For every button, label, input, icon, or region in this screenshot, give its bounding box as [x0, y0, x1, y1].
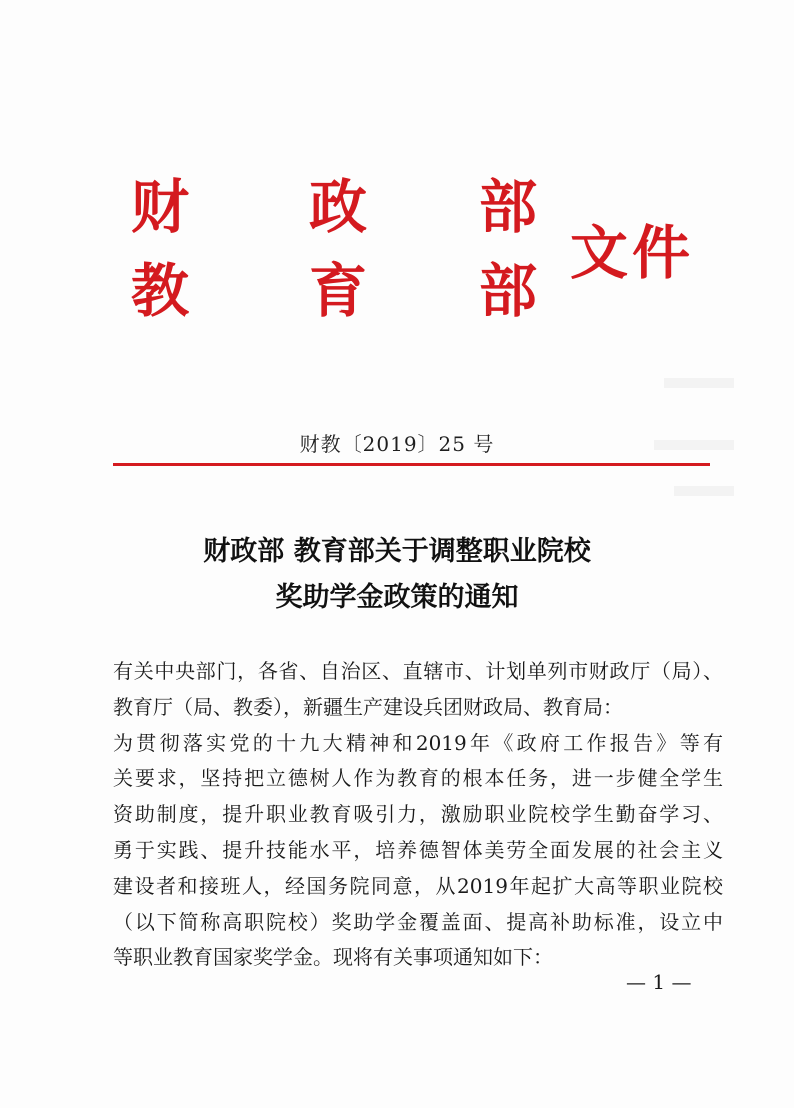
scan-artifact	[664, 378, 734, 388]
body-line: （以下简称高职院校）奖助学金覆盖面、提高补助标准，设立中	[113, 909, 723, 934]
document-type-label: 文件	[570, 219, 695, 287]
issuer-char: 部	[478, 173, 537, 241]
body-line: 为贯彻落实党的十九大精神和2019年《政府工作报告》等有	[113, 730, 723, 755]
document-title	[0, 529, 794, 621]
red-divider-line	[113, 463, 710, 466]
document-number: 财教〔2019〕25 号	[299, 432, 495, 456]
issuer-char: 政	[308, 173, 367, 241]
issuer-char: 教	[130, 257, 189, 325]
scan-artifact	[674, 486, 734, 496]
title-line: 财政部 教育部关于调整职业院校	[203, 536, 591, 567]
body-line: 建设者和接班人，经国务院同意，从2019年起扩大高等职业院校	[113, 873, 723, 898]
document-body	[113, 654, 723, 976]
page-number: — 1 —	[626, 970, 692, 994]
body-line: 有关中央部门，各省、自治区、直辖市、计划单列市财政厅（局）、	[113, 659, 723, 683]
issuer-char: 育	[308, 257, 367, 325]
issuer-char: 财	[130, 173, 189, 241]
body-line: 关要求，坚持把立德树人作为教育的根本任务，进一步健全学生	[113, 766, 723, 791]
body-line: 勇于实践、提升技能水平，培养德智体美劳全面发展的社会主义	[113, 837, 723, 862]
body-line: 等职业教育国家奖学金。现将有关事项通知如下：	[113, 945, 553, 970]
body-line: 资助制度，提升职业教育吸引力，激励职业院校学生勤奋学习、	[113, 802, 723, 827]
body-line: 教育厅（局、教委），新疆生产建设兵团财政局、教育局：	[113, 694, 623, 719]
title-line: 奖助学金政策的通知	[275, 582, 519, 613]
issuer-char: 部	[478, 257, 537, 325]
